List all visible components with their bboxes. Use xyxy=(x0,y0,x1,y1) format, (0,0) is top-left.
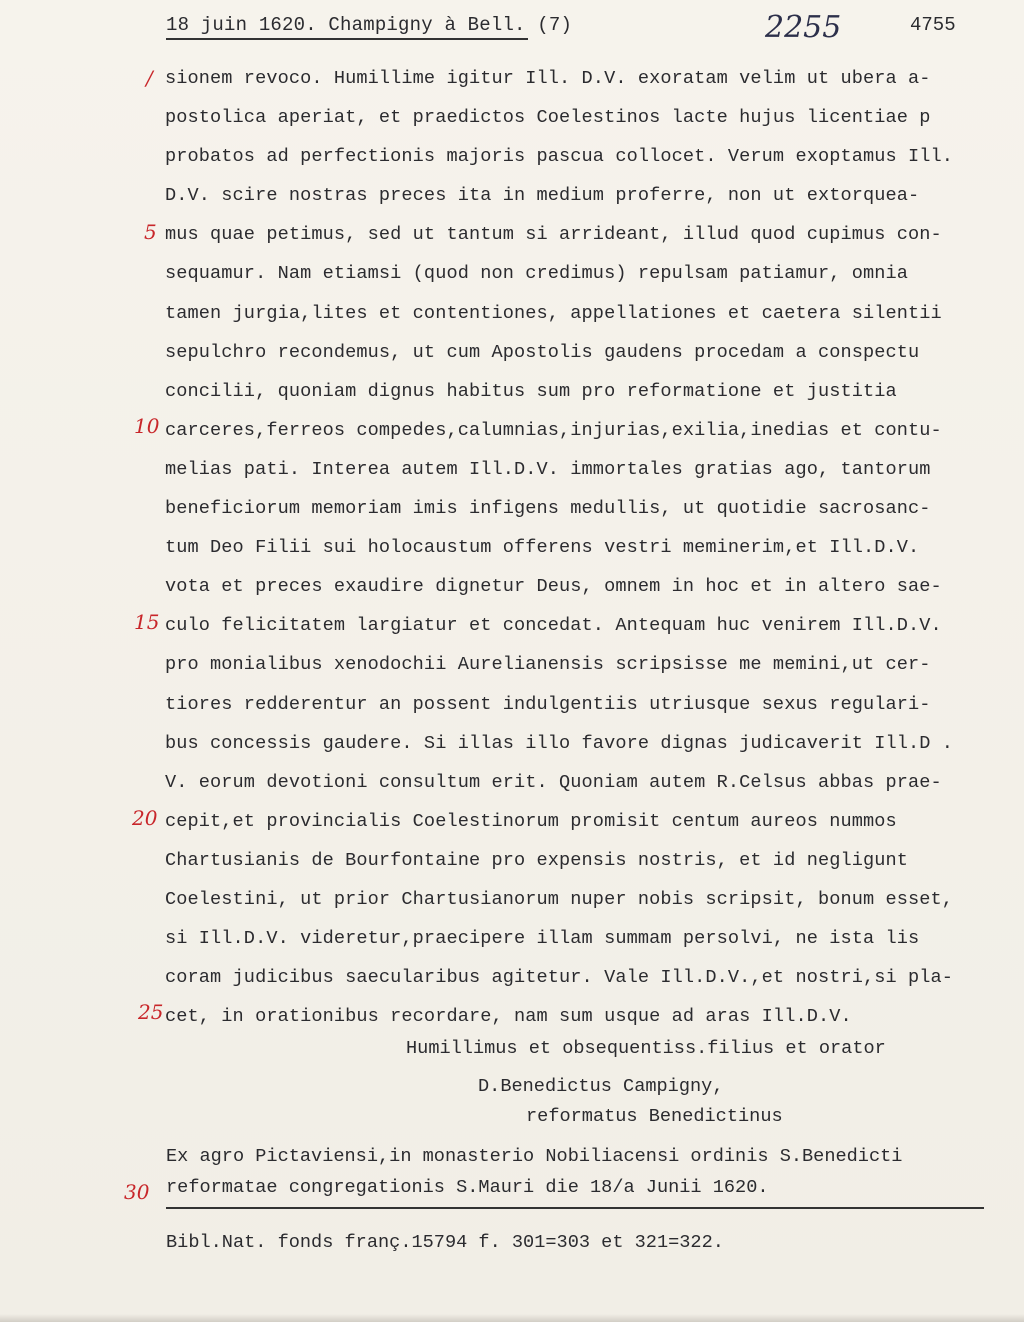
margin-marker-15: 15 xyxy=(134,610,160,634)
margin-marker-20: 20 xyxy=(132,806,158,830)
text-line: carceres,ferreos compedes,calumnias,injurias,exilia,inedias et contu- xyxy=(165,419,942,441)
text-line: probatos ad perfectionis majoris pascua collocet. Verum exoptamus Ill. xyxy=(165,146,954,168)
text-line: D.V. scire nostras preces ita in medium proferre, non ut extorquea- xyxy=(165,185,920,207)
closing-date-line: reformatae congregationis S.Mauri die 18/a Junii 1620. xyxy=(166,1177,769,1198)
text-line: concilii, quoniam dignus habitus sum pro reformatione et justitia xyxy=(165,380,897,402)
text-line: postolica aperiat, et praedictos Coelestinos lacte hujus licentiae p xyxy=(165,107,931,129)
text-line: tiores redderentur an possent indulgentiis utriusque sexus regulari- xyxy=(165,693,931,715)
signature-name: D.Benedictus Campigny, xyxy=(478,1076,724,1097)
text-line: coram judicibus saecularibus agitetur. Vale Ill.D.V.,et nostri,si pla- xyxy=(165,967,954,989)
margin-marker-25: 25 xyxy=(138,1000,164,1024)
text-line: bus concessis gaudere. Si illas illo favore dignas judicaverit Ill.D . xyxy=(165,732,954,754)
text-line: sequamur. Nam etiamsi (quod non credimus) repulsam patiamur, omnia xyxy=(165,263,909,285)
text-line: V. eorum devotioni consultum erit. Quoniam autem R.Celsus abbas prae- xyxy=(165,771,942,793)
text-line: sionem revoco. Humillime igitur Ill. D.V. exoratam velim ut ubera a- xyxy=(165,68,931,89)
margin-marker-1: / xyxy=(146,66,153,90)
margin-marker-5: 5 xyxy=(144,220,157,244)
text-line: mus quae petimus, sed ut tantum si arrideant, illud quod cupimus con- xyxy=(165,224,942,246)
page-edge xyxy=(0,1314,1024,1322)
text-line: pro monialibus xenodochii Aurelianensis scripsisse me memini,ut cer- xyxy=(165,654,931,676)
signature-title: reformatus Benedictinus xyxy=(526,1106,783,1127)
signature-closing-formula: Humillimus et obsequentiss.filius et orator xyxy=(406,1038,886,1059)
letter-body xyxy=(165,59,1015,1036)
text-line: culo felicitatem largiatur et concedat. Antequam huc venirem Ill.D.V. xyxy=(165,615,942,637)
text-line: Coelestini, ut prior Chartusianorum nuper nobis scripsit, bonum esset, xyxy=(165,888,954,910)
margin-marker-30: 30 xyxy=(124,1180,150,1204)
folio-number: 4755 xyxy=(910,14,956,36)
header-underline xyxy=(166,38,528,40)
text-line: vota et preces exaudire dignetur Deus, omnem in hoc et in altero sae- xyxy=(165,576,942,598)
text-line: beneficiorum memoriam imis infigens medullis, ut quotidie sacrosanc- xyxy=(165,498,931,520)
header-title: 18 juin 1620. Champigny à Bell. (7) xyxy=(166,14,573,36)
text-line: tum Deo Filii sui holocaustum offerens vestri meminerim,et Ill.D.V. xyxy=(165,537,920,559)
bibliographic-reference: Bibl.Nat. fonds franç.15794 f. 301=303 et 321=322. xyxy=(166,1232,724,1253)
text-line: Chartusianis de Bourfontaine pro expensis nostris, et id negligunt xyxy=(165,849,909,871)
text-line: si Ill.D.V. videretur,praecipere illam summam persolvi, ne ista lis xyxy=(165,928,920,950)
text-line: tamen jurgia,lites et contentiones, appellationes et caetera silentii xyxy=(165,302,942,324)
text-line: cet, in orationibus recordare, nam sum usque ad aras Ill.D.V. xyxy=(165,1006,852,1028)
closing-underline xyxy=(166,1207,984,1209)
margin-marker-10: 10 xyxy=(134,414,160,438)
text-line: sepulchro recondemus, ut cum Apostolis gaudens procedam a conspectu xyxy=(165,341,920,363)
text-line: melias pati. Interea autem Ill.D.V. immortales gratias ago, tantorum xyxy=(165,458,931,480)
text-line: cepit,et provincialis Coelestinorum promisit centum aureos nummos xyxy=(165,810,897,832)
closing-place-line: Ex agro Pictaviensi,in monasterio Nobiliacensi ordinis S.Benedicti xyxy=(166,1146,903,1167)
handwritten-document-number: 2255 xyxy=(765,10,842,45)
